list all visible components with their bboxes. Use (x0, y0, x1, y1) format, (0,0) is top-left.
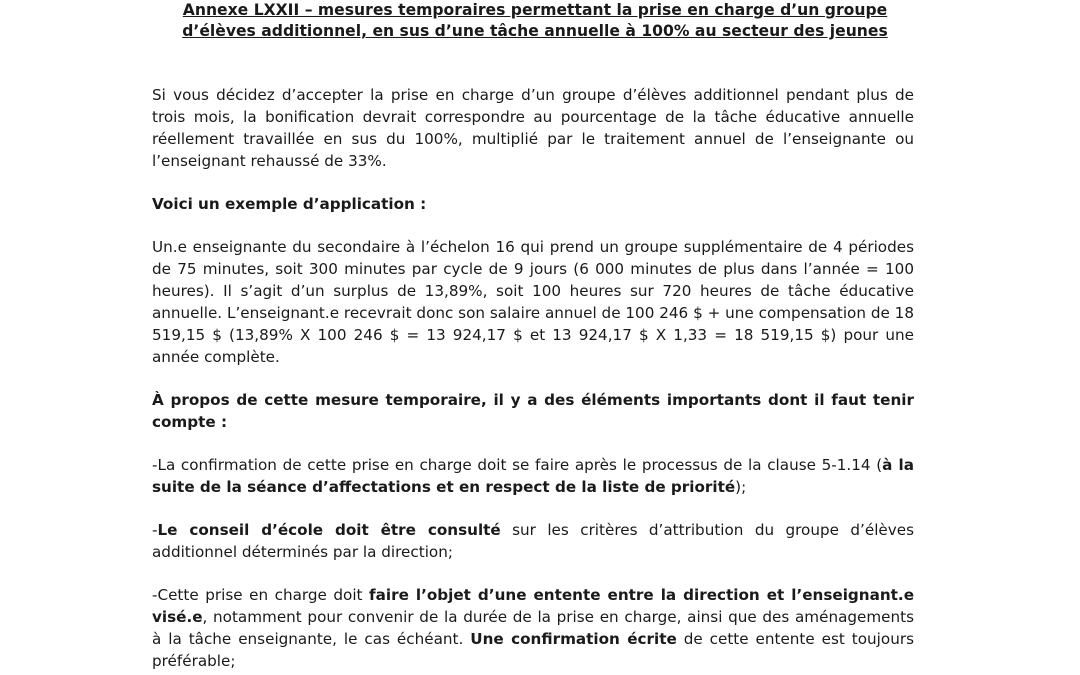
item-text: -Cette prise en charge doit (152, 586, 370, 604)
list-item (152, 519, 914, 563)
item-text: , notamment pour convenir de la durée de la prise en charge, ainsi que des aménagements à la tâche enseignante, le cas échéant. (152, 608, 914, 648)
title-line-1: Annexe LXXII – mesures temporaires permettant la prise en charge d’un groupe (182, 1, 888, 19)
intro-paragraph: Si vous décidez d’accepter la prise en charge d’un groupe d’élèves additionnel pendant plus de trois mois, la bonification devrait correspondre au pourcentage de la tâche éducative annuelle réellement travaillée en sus du 100%, multiplié par le traitement annuel de l’enseignante ou l’enseignant rehaussé de 33%. (152, 86, 914, 170)
item-bold-text: à la suite de la séance d’affectations et en respect de la liste de priorité (152, 456, 914, 496)
about-heading: À propos de cette mesure temporaire, il y a des éléments importants dont il faut tenir compte : (152, 391, 914, 431)
item-text: de cette entente est toujours préférable; (152, 630, 914, 670)
item-text: sur les critères d’attribution du groupe d’élèves additionnel déterminés par la direction; (152, 521, 914, 561)
item-text: ); (735, 478, 747, 496)
document-title (140, 0, 930, 42)
item-bold-text: Une confirmation écrite (470, 630, 677, 648)
list-item (152, 584, 914, 672)
item-bold-text: Le conseil d’école doit être consulté (157, 521, 501, 539)
example-paragraph: Un.e enseignante du secondaire à l’échelon 16 qui prend un groupe supplémentaire de 4 périodes de 75 minutes, soit 300 minutes par cycle de 9 jours (6 000 minutes de plus dans l’année = 100 heures). Il s’agit d’un surplus de 13,89%, soit 100 heures sur 720 heures de tâche éducative annuelle. L’enseignant.e recevrait donc son salaire annuel de 100 246 $ + une compensation de 18 519,15 $ (13,89% X 100 246 $ = 13 924,17 $ et 13 924,17 $ X 1,33 = 18 519,15 $) pour une année complète. (152, 238, 914, 366)
item-text: -La confirmation de cette prise en charge doit se faire après le processus de la clause 5-1.14 ( (152, 456, 883, 474)
item-bold-text: faire l’objet d’une entente entre la direction et l’enseignant.e visé.e (152, 586, 914, 626)
list-item (152, 454, 914, 498)
document-body (152, 84, 914, 672)
item-text: - (152, 521, 158, 539)
title-line-2: d’élèves additionnel, en sus d’une tâche annuelle à 100% au secteur des jeunes (182, 22, 888, 40)
example-heading: Voici un exemple d’application : (152, 195, 427, 213)
